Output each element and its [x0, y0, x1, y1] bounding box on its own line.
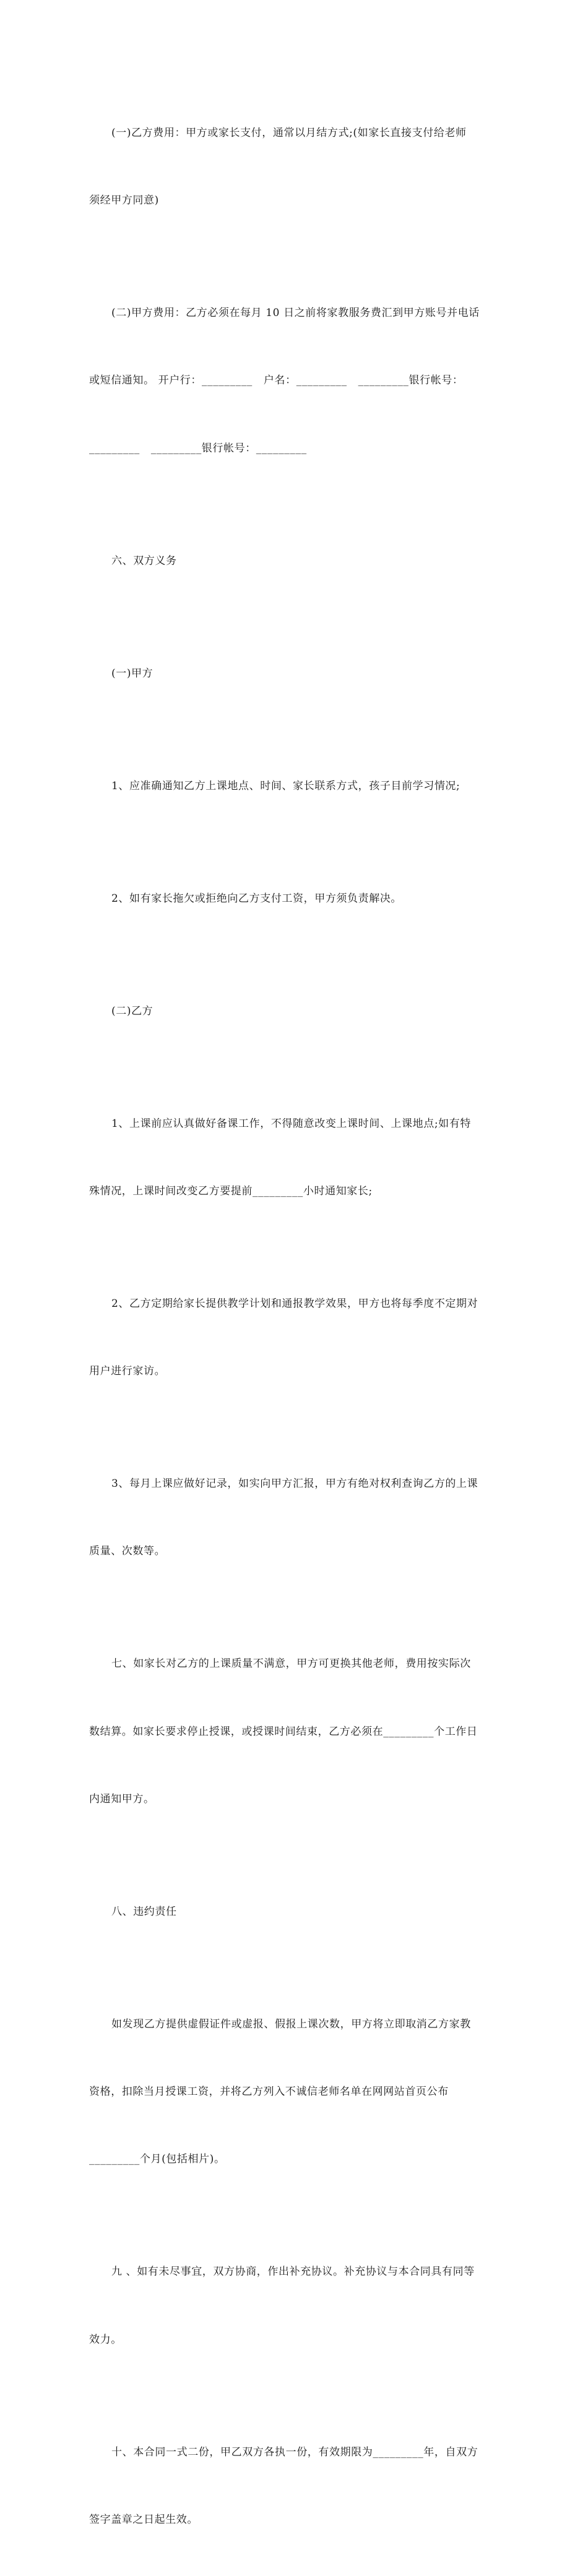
text-line: _________个月(包括相片)。 — [89, 2153, 225, 2166]
section-heading-obligations — [89, 505, 505, 617]
subheading-yi-fang — [89, 955, 505, 1068]
text-line: 或短信通知。 开户行：_________ 户名：_________ _________银行帐号： — [89, 374, 464, 387]
text-line: 八、违约责任 — [111, 1905, 177, 1918]
paragraph-yi-item-2 — [89, 1247, 505, 1427]
paragraph-yi-fang-fee — [89, 77, 505, 257]
text-line: (二)乙方 — [111, 1004, 153, 1017]
text-line: 九 、如有未尽事宜，双方协商，作出补充协议。补充协议与本合同具有同等 — [111, 2266, 475, 2279]
paragraph-liability — [89, 1968, 505, 2215]
paragraph-jia-item-1 — [89, 730, 505, 842]
paragraph-section-seven — [89, 1608, 505, 1855]
text-line: 内通知甲方。 — [89, 1792, 155, 1805]
text-line: 用户进行家访。 — [89, 1365, 166, 1378]
paragraph-jia-item-2 — [89, 842, 505, 955]
text-line: _________ _________银行帐号：_________ — [89, 442, 307, 455]
text-line: 须经甲方同意) — [89, 194, 159, 207]
paragraph-section-ten — [89, 2396, 505, 2576]
text-line: 六、双方义务 — [111, 554, 177, 567]
paragraph-yi-item-1 — [89, 1068, 505, 1247]
text-line: 2、乙方定期给家长提供教学计划和通报教学效果，甲方也将每季度不定期对 — [111, 1297, 478, 1310]
paragraph-section-nine — [89, 2216, 505, 2396]
section-heading-liability — [89, 1855, 505, 1968]
subheading-jia-fang — [89, 617, 505, 730]
text-line: 十、本合同一式二份，甲乙双方各执一份，有效期限为_________年，自双方 — [111, 2445, 478, 2458]
paragraph-yi-item-3 — [89, 1427, 505, 1607]
text-line: 质量、次数等。 — [89, 1545, 166, 1558]
text-line: 1、上课前应认真做好备课工作，不得随意改变上课时间、上课地点;如有特 — [111, 1117, 471, 1130]
text-line: 1、应准确通知乙方上课地点、时间、家长联系方式，孩子目前学习情况; — [111, 779, 460, 792]
text-line: 2、如有家长拖欠或拒绝向乙方支付工资，甲方须负责解决。 — [111, 892, 402, 905]
text-line: 签字盖章之日起生效。 — [89, 2513, 198, 2526]
text-line: 效力。 — [89, 2333, 122, 2346]
text-line: 如发现乙方提供虚假证件或虚报、假报上课次数，甲方将立即取消乙方家教 — [111, 2018, 471, 2030]
text-line: 3、每月上课应做好记录，如实向甲方汇报，甲方有绝对权利查询乙方的上课 — [111, 1478, 478, 1491]
text-line: (一)乙方费用：甲方或家长支付，通常以月结方式;(如家长直接支付给老师 — [111, 126, 467, 139]
text-line: (二)甲方费用：乙方必须在每月 10 日之前将家教服务费汇到甲方账号并电话 — [111, 307, 480, 320]
text-line: 资格，扣除当月授课工资，并将乙方列入不诚信老师名单在网网站首页公布 — [89, 2086, 449, 2099]
text-line: 数结算。如家长要求停止授课，或授课时间结束，乙方必须在_________个工作日 — [89, 1725, 478, 1738]
paragraph-jia-fang-fee — [89, 257, 505, 504]
text-line: 殊情况，上课时间改变乙方要提前_________小时通知家长; — [89, 1184, 373, 1197]
text-line: 七、如家长对乙方的上课质量不满意，甲方可更换其他老师，费用按实际次 — [111, 1658, 471, 1671]
text-line: (一)甲方 — [111, 667, 153, 680]
document-body — [89, 77, 505, 2576]
